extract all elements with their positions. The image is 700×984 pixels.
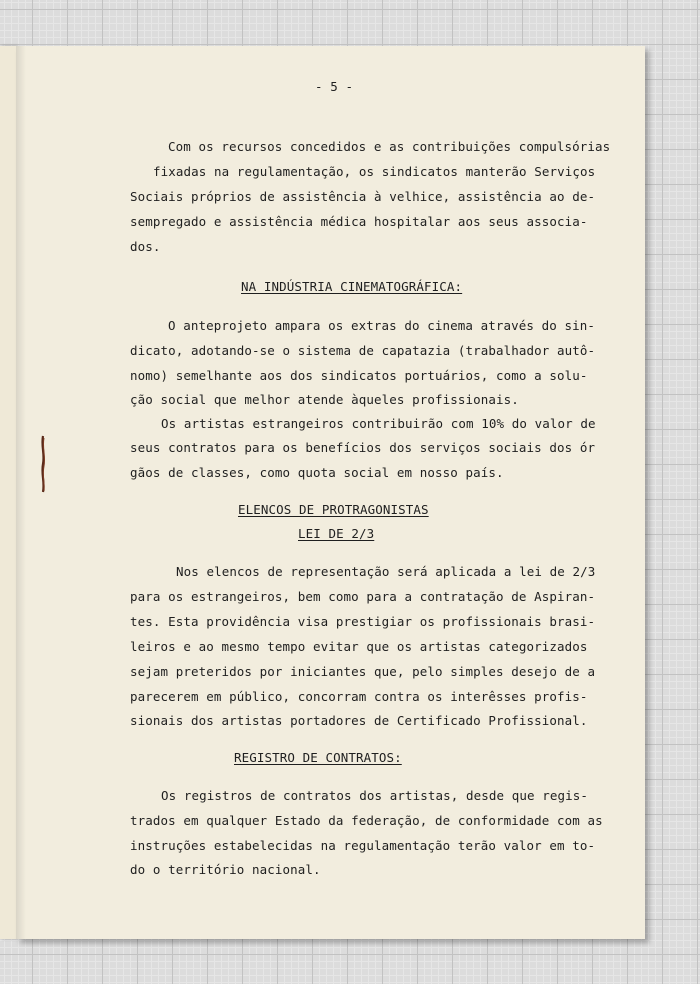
- heading-lei: LEI DE 2/3: [298, 526, 375, 541]
- paragraph-1-line-3: Sociais próprios de assistência à velhice, assistência ao de-: [130, 189, 596, 204]
- paragraph-4-line-6: parecerem em público, concorram contra os interêsses profis-: [130, 689, 588, 704]
- page-gutter-shadow: [16, 46, 26, 939]
- facing-page-edge: [0, 46, 16, 939]
- paragraph-4-line-3: tes. Esta providência visa prestigiar os profissionais brasi-: [130, 614, 596, 629]
- paragraph-1-line-5: dos.: [130, 239, 161, 254]
- paragraph-1-line-2: fixadas na regulamentação, os sindicatos manterão Serviços: [153, 164, 596, 179]
- typewritten-page: [16, 46, 645, 939]
- binding-thread: [40, 434, 46, 494]
- heading-registro: REGISTRO DE CONTRATOS:: [234, 750, 402, 765]
- paragraph-1-line-1: Com os recursos concedidos e as contribuições compulsórias: [168, 139, 611, 154]
- heading-elencos: ELENCOS DE PROTRAGONISTAS: [238, 502, 429, 517]
- paragraph-5-line-4: do o território nacional.: [130, 862, 321, 877]
- heading-cinema: NA INDÚSTRIA CINEMATOGRÁFICA:: [241, 279, 463, 294]
- paragraph-2-line-3: nomo) semelhante aos dos sindicatos portuários, como a solu-: [130, 368, 588, 383]
- paragraph-4-line-2: para os estrangeiros, bem como para a contratação de Aspiran-: [130, 589, 596, 604]
- paragraph-1-line-4: sempregado e assistência médica hospitalar aos seus associa-: [130, 214, 588, 229]
- paragraph-5-line-2: trados em qualquer Estado da federação, de conformidade com as: [130, 813, 603, 828]
- paragraph-4-line-5: sejam preteridos por iniciantes que, pelo simples desejo de a: [130, 664, 596, 679]
- paragraph-3-line-2: seus contratos para os benefícios dos serviços sociais dos ór: [130, 440, 596, 455]
- paragraph-2-line-2: dicato, adotando-se o sistema de capatazia (trabalhador autô-: [130, 343, 596, 358]
- paragraph-4-line-1: Nos elencos de representação será aplicada a lei de 2/3: [176, 564, 596, 579]
- paragraph-4-line-7: sionais dos artistas portadores de Certificado Profissional.: [130, 713, 588, 728]
- paragraph-3-line-3: gãos de classes, como quota social em nosso país.: [130, 465, 504, 480]
- paragraph-3-line-1: Os artistas estrangeiros contribuirão com 10% do valor de: [161, 416, 596, 431]
- page-number: - 5 -: [315, 79, 354, 94]
- paragraph-5-line-3: instruções estabelecidas na regulamentação terão valor em to-: [130, 838, 596, 853]
- paragraph-5-line-1: Os registros de contratos dos artistas, desde que regis-: [161, 788, 589, 803]
- paragraph-4-line-4: leiros e ao mesmo tempo evitar que os artistas categorizados: [130, 639, 588, 654]
- paragraph-2-line-1: O anteprojeto ampara os extras do cinema através do sin-: [168, 318, 596, 333]
- paragraph-2-line-4: ção social que melhor atende àqueles profissionais.: [130, 392, 519, 407]
